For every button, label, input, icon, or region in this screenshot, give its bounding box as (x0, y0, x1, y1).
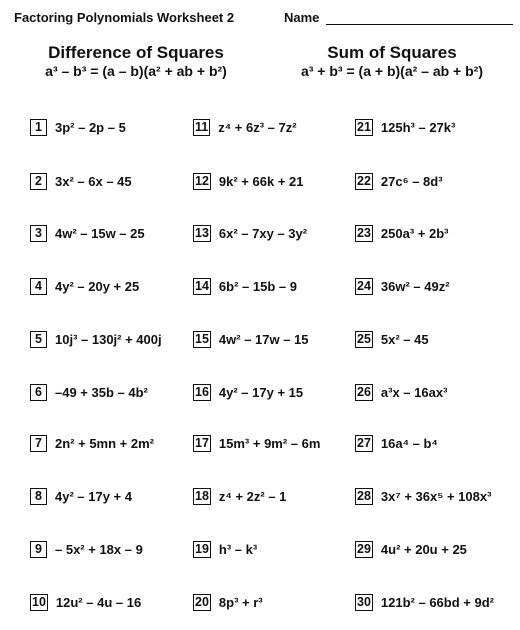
problem-number: 15 (195, 331, 209, 346)
problem-number: 9 (30, 541, 47, 558)
problem-number: 20 (195, 594, 209, 609)
problem-number: 27 (357, 435, 371, 450)
problem-number: 2 (30, 173, 47, 190)
problem-number: 11 (195, 119, 209, 134)
problem-item (193, 487, 286, 505)
problem-number: 14 (195, 278, 209, 293)
problem-number: 13 (195, 225, 209, 240)
problem-expression: z⁴ + 2z² – 1 (218, 488, 287, 504)
problem-number: 29 (357, 541, 371, 556)
problem-item (30, 383, 148, 401)
problem-expression: 27c⁶ – 8d³ (380, 173, 443, 189)
problem-expression: a³x – 16ax³ (380, 384, 448, 400)
problem-number: 18 (195, 488, 209, 503)
problem-item (355, 540, 467, 558)
problem-number: 17 (195, 435, 209, 450)
section-formula: a³ – b³ = (a – b)(a² + ab + b²) (45, 63, 227, 79)
problem-expression: 3x² – 6x – 45 (55, 173, 132, 189)
problem-expression: 9k² + 66k + 21 (218, 173, 304, 189)
problem-expression: 125h³ – 27k³ (380, 119, 456, 135)
problem-number: 28 (357, 488, 371, 503)
problem-item (30, 172, 132, 190)
problem-number: 16 (195, 384, 209, 399)
problem-item (30, 330, 162, 348)
problem-expression: 6b² – 15b – 9 (218, 278, 297, 294)
name-blank-line (326, 24, 513, 25)
problem-expression: 4y² – 17y + 15 (218, 384, 304, 400)
problem-expression: 121b² – 66bd + 9d² (380, 594, 494, 610)
problem-expression: 5x² – 45 (380, 331, 429, 347)
difference-of-squares-section (14, 43, 258, 80)
name-label: Name (284, 10, 320, 25)
problem-number: 26 (357, 384, 371, 399)
problem-item (193, 330, 309, 348)
problem-number: 21 (357, 119, 371, 134)
problem-number: 25 (357, 331, 371, 346)
problem-number: 6 (30, 384, 47, 401)
problem-item (193, 540, 257, 558)
problem-item (30, 487, 132, 505)
problem-item (30, 277, 139, 295)
problem-number: 4 (30, 278, 47, 295)
problem-item (30, 434, 154, 452)
problem-expression: 3x⁷ + 36x⁵ + 108x³ (380, 488, 492, 504)
problem-expression: 4u² + 20u + 25 (380, 541, 467, 557)
problem-item (355, 224, 448, 242)
problem-item (30, 593, 141, 611)
problem-number: 19 (195, 541, 209, 556)
problem-expression: 2n² + 5mn + 2m² (55, 435, 154, 451)
problem-number: 12 (195, 173, 209, 188)
problem-item (355, 434, 438, 452)
section-title: Sum of Squares (327, 43, 457, 62)
problem-item (355, 330, 429, 348)
problem-expression: 4y² – 17y + 4 (55, 488, 132, 504)
worksheet-title: Factoring Polynomials Worksheet 2 (14, 10, 235, 25)
problem-expression: –49 + 35b – 4b² (55, 384, 148, 400)
problem-expression: 15m³ + 9m² – 6m (218, 435, 321, 451)
problem-expression: 3p² – 2p – 5 (55, 119, 126, 135)
problem-item (355, 593, 494, 611)
problem-expression: 10j³ – 130j² + 400j (55, 331, 162, 347)
section-title: Difference of Squares (48, 43, 224, 62)
problem-item (355, 383, 447, 401)
problem-item (193, 118, 297, 136)
problem-expression: – 5x² + 18x – 9 (55, 541, 143, 557)
problem-item (355, 277, 450, 295)
problem-item (30, 224, 145, 242)
problem-item (355, 487, 491, 505)
problem-number: 30 (357, 594, 371, 609)
problem-item (193, 224, 307, 242)
problem-number: 23 (357, 225, 371, 240)
problem-number: 5 (30, 331, 47, 348)
problem-number: 1 (30, 119, 47, 136)
problem-item (355, 172, 443, 190)
problem-expression: 6x² – 7xy – 3y² (218, 225, 308, 241)
problem-item (30, 540, 143, 558)
problem-expression: 16a⁴ – b⁴ (380, 435, 438, 451)
problem-expression: 4w² – 17w – 15 (218, 331, 309, 347)
problem-number: 22 (357, 173, 371, 188)
problem-expression: 36w² – 49z² (380, 278, 450, 294)
problem-expression: 4w² – 15w – 25 (55, 225, 145, 241)
problem-expression: 250a³ + 2b³ (380, 225, 449, 241)
problem-expression: h³ – k³ (218, 541, 258, 557)
problem-item (193, 277, 297, 295)
problem-expression: z⁴ + 6z³ – 7z² (218, 119, 297, 135)
problem-item (193, 172, 303, 190)
problem-item (193, 434, 320, 452)
problem-item (193, 383, 303, 401)
problem-number: 7 (30, 435, 47, 452)
problem-item (355, 118, 455, 136)
problem-item (193, 593, 263, 611)
problem-number: 3 (30, 225, 47, 242)
problem-expression: 8p³ + r³ (218, 594, 263, 610)
problem-number: 24 (357, 278, 371, 293)
problem-expression: 12u² – 4u – 16 (55, 594, 142, 610)
section-formula: a³ + b³ = (a + b)(a² – ab + b²) (300, 63, 484, 79)
sum-of-squares-section (272, 43, 512, 80)
problem-number: 8 (30, 488, 47, 505)
problem-item (30, 118, 126, 136)
problem-number: 10 (32, 594, 46, 609)
problem-expression: 4y² – 20y + 25 (55, 278, 140, 294)
